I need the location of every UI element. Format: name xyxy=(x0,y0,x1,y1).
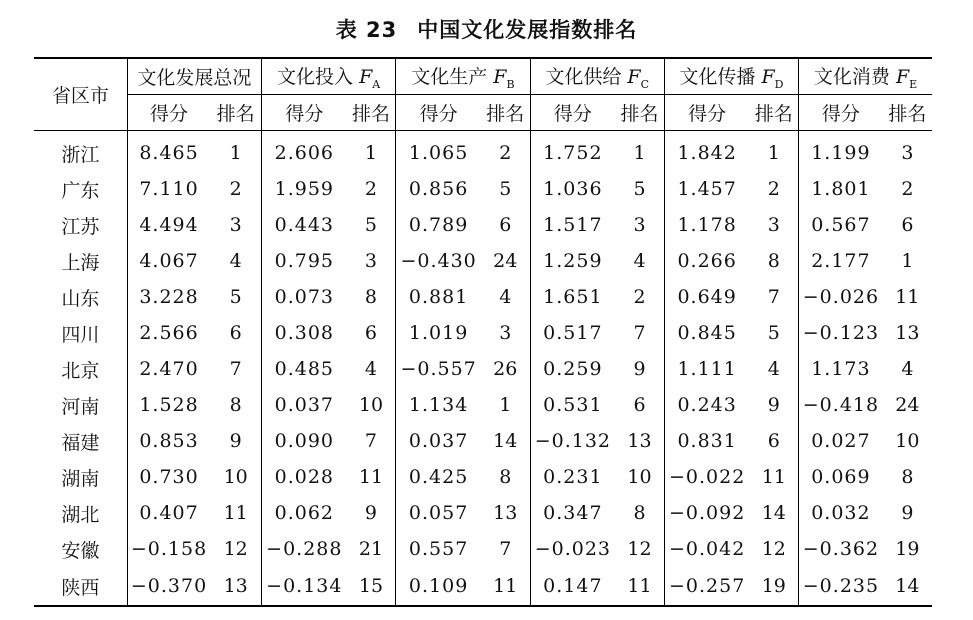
rank-cell: 5 xyxy=(749,315,798,351)
header-rank: 排名 xyxy=(210,95,261,131)
score-cell: 0.037 xyxy=(274,394,335,416)
score-cell: 0.557 xyxy=(408,538,469,560)
score-cell: 0.032 xyxy=(811,502,871,524)
header-group-label: 文化传播 xyxy=(679,66,756,89)
score-cell: 0.425 xyxy=(408,466,469,488)
table-row xyxy=(34,207,932,243)
score-cell: −0.042 xyxy=(668,538,746,560)
score-cell: 2.177 xyxy=(811,250,871,272)
rank-cell: 8 xyxy=(481,459,530,495)
rank-cell: 19 xyxy=(895,538,920,560)
score-cell: 0.443 xyxy=(274,214,335,236)
score-cell: −0.132 xyxy=(534,430,612,452)
score-cell: 0.531 xyxy=(543,394,603,416)
score-cell: 0.147 xyxy=(530,567,615,606)
rank-cell: 3 xyxy=(749,207,798,243)
rank-cell: 8 xyxy=(901,466,914,488)
province-cell: 江苏 xyxy=(34,207,127,243)
score-cell: 0.027 xyxy=(811,430,871,452)
score-cell: 8.465 xyxy=(139,142,199,164)
rank-cell: 11 xyxy=(481,567,530,606)
score-cell: 0.266 xyxy=(677,250,737,272)
header-group-variable: F xyxy=(627,66,641,89)
score-cell: 1.528 xyxy=(139,394,199,416)
table-row xyxy=(34,243,932,279)
score-cell: 0.308 xyxy=(274,322,335,344)
header-group-label: 文化消费 xyxy=(813,66,890,89)
province-cell: 湖北 xyxy=(34,495,127,531)
table-row xyxy=(34,131,932,172)
header-group-5 xyxy=(799,58,932,95)
header-group-subscript: B xyxy=(506,77,515,91)
rank-cell: 12 xyxy=(210,531,261,567)
score-cell: 0.243 xyxy=(677,394,737,416)
rank-cell: 6 xyxy=(749,423,798,459)
score-cell: 0.073 xyxy=(274,286,335,308)
rank-cell: 1 xyxy=(749,131,798,172)
rank-cell: 14 xyxy=(883,567,932,606)
rank-cell: 4 xyxy=(615,243,664,279)
province-cell: 陕西 xyxy=(34,567,127,606)
score-cell: 0.057 xyxy=(408,502,469,524)
rank-cell: 9 xyxy=(749,387,798,423)
score-cell: 3.228 xyxy=(139,286,199,308)
score-cell: −0.257 xyxy=(664,567,749,606)
rank-cell: 4 xyxy=(210,243,261,279)
score-cell: −0.134 xyxy=(261,567,346,606)
score-cell: 1.651 xyxy=(543,286,603,308)
header-rank: 排名 xyxy=(883,95,932,131)
header-rank: 排名 xyxy=(481,95,530,131)
score-cell: 4.067 xyxy=(139,250,199,272)
score-cell: 0.028 xyxy=(274,466,335,488)
header-group-3 xyxy=(530,58,664,95)
table-row xyxy=(34,459,932,495)
rank-cell: 6 xyxy=(347,315,396,351)
rank-cell: 5 xyxy=(481,171,530,207)
score-cell: −0.370 xyxy=(127,567,210,606)
rank-cell: 11 xyxy=(895,286,920,308)
score-cell: 2.470 xyxy=(139,358,199,380)
score-cell: 1.457 xyxy=(677,178,737,200)
rank-cell: 13 xyxy=(615,423,664,459)
rank-cell: 2 xyxy=(901,178,914,200)
header-group-variable: F xyxy=(761,66,775,89)
rank-cell: 10 xyxy=(895,430,920,452)
province-cell: 安徽 xyxy=(34,531,127,567)
header-group-label: 文化生产 xyxy=(411,66,488,89)
score-cell: 1.173 xyxy=(811,358,871,380)
rank-cell: 13 xyxy=(210,567,261,606)
score-cell: −0.023 xyxy=(534,538,612,560)
rank-cell: 21 xyxy=(347,531,396,567)
rank-cell: 1 xyxy=(347,131,396,172)
rank-cell: 4 xyxy=(749,351,798,387)
province-cell: 浙江 xyxy=(34,131,127,172)
rank-cell: 4 xyxy=(347,351,396,387)
header-score: 得分 xyxy=(799,95,883,131)
score-cell: −0.022 xyxy=(668,466,746,488)
rank-cell: 14 xyxy=(749,495,798,531)
header-group-label: 文化发展总况 xyxy=(137,67,252,89)
rank-cell: 13 xyxy=(481,495,530,531)
rank-cell: 6 xyxy=(615,387,664,423)
table-row xyxy=(34,387,932,423)
table-caption: 中国文化发展指数排名 xyxy=(417,18,638,42)
header-group-1 xyxy=(261,58,395,95)
rank-cell: 26 xyxy=(481,351,530,387)
score-cell: 1.178 xyxy=(677,214,737,236)
score-cell: 0.259 xyxy=(543,358,603,380)
score-cell: 0.795 xyxy=(274,250,335,272)
rank-cell: 6 xyxy=(481,207,530,243)
header-group-subscript: C xyxy=(640,77,649,91)
rank-cell: 5 xyxy=(210,279,261,315)
rank-cell: 1 xyxy=(615,131,664,172)
score-cell: 1.065 xyxy=(408,142,469,164)
rank-cell: 2 xyxy=(749,171,798,207)
score-cell: 0.517 xyxy=(543,322,603,344)
score-cell: −0.418 xyxy=(802,394,880,416)
score-cell: 2.566 xyxy=(139,322,199,344)
score-cell: 0.407 xyxy=(139,502,199,524)
score-cell: −0.235 xyxy=(799,567,883,606)
score-cell: 1.842 xyxy=(677,142,737,164)
score-cell: 0.231 xyxy=(543,466,603,488)
score-cell: 1.134 xyxy=(408,394,469,416)
rank-cell: 9 xyxy=(615,351,664,387)
score-cell: 1.111 xyxy=(677,358,737,380)
rank-cell: 3 xyxy=(901,142,914,164)
rank-cell: 10 xyxy=(347,387,396,423)
header-province: 省区市 xyxy=(34,58,127,131)
rank-cell: 8 xyxy=(347,279,396,315)
score-cell: 0.831 xyxy=(677,430,737,452)
header-rank: 排名 xyxy=(347,95,396,131)
rank-cell: 3 xyxy=(481,315,530,351)
rank-cell: 12 xyxy=(615,531,664,567)
score-cell: −0.362 xyxy=(802,538,880,560)
score-cell: 1.752 xyxy=(543,142,603,164)
score-cell: 1.199 xyxy=(811,142,871,164)
rank-cell: 11 xyxy=(615,567,664,606)
score-cell: 2.606 xyxy=(274,142,335,164)
score-cell: 0.090 xyxy=(274,430,335,452)
score-cell: 0.730 xyxy=(139,466,199,488)
score-cell: 1.019 xyxy=(408,322,469,344)
rank-cell: 7 xyxy=(749,279,798,315)
rank-cell: 3 xyxy=(615,207,664,243)
header-group-variable: F xyxy=(895,66,910,89)
ranking-table xyxy=(34,57,932,607)
score-cell: −0.092 xyxy=(668,502,746,524)
header-group-subscript: E xyxy=(909,77,918,91)
header-group-subscript: A xyxy=(372,77,381,91)
header-rank: 排名 xyxy=(749,95,798,131)
rank-cell: 2 xyxy=(210,171,261,207)
province-cell: 河南 xyxy=(34,387,127,423)
rank-cell: 15 xyxy=(347,567,396,606)
header-group-subscript: D xyxy=(774,77,784,91)
rank-cell: 2 xyxy=(481,131,530,172)
rank-cell: 6 xyxy=(901,214,914,236)
province-cell: 上海 xyxy=(34,243,127,279)
score-cell: 0.789 xyxy=(408,214,469,236)
province-cell: 广东 xyxy=(34,171,127,207)
header-rank: 排名 xyxy=(615,95,664,131)
rank-cell: 7 xyxy=(481,531,530,567)
score-cell: 7.110 xyxy=(139,178,199,200)
rank-cell: 4 xyxy=(901,358,914,380)
rank-cell: 6 xyxy=(210,315,261,351)
rank-cell: 11 xyxy=(749,459,798,495)
score-cell: 1.036 xyxy=(543,178,603,200)
rank-cell: 3 xyxy=(347,243,396,279)
table-row xyxy=(34,495,932,531)
score-cell: 1.517 xyxy=(543,214,603,236)
province-cell: 北京 xyxy=(34,351,127,387)
header-score: 得分 xyxy=(127,95,210,131)
rank-cell: 1 xyxy=(481,387,530,423)
score-cell: 0.649 xyxy=(677,286,737,308)
header-score: 得分 xyxy=(261,95,346,131)
table-number: 表 23 xyxy=(335,18,398,42)
rank-cell: 14 xyxy=(481,423,530,459)
score-cell: 0.881 xyxy=(408,286,469,308)
rank-cell: 7 xyxy=(210,351,261,387)
rank-cell: 19 xyxy=(749,567,798,606)
header-group-variable: F xyxy=(359,66,373,89)
score-cell: −0.430 xyxy=(400,250,477,272)
rank-cell: 9 xyxy=(347,495,396,531)
province-cell: 四川 xyxy=(34,315,127,351)
rank-cell: 11 xyxy=(347,459,396,495)
header-group-variable: F xyxy=(493,66,507,89)
province-cell: 福建 xyxy=(34,423,127,459)
rank-cell: 24 xyxy=(895,394,920,416)
rank-cell: 9 xyxy=(901,502,914,524)
rank-cell: 7 xyxy=(615,315,664,351)
score-cell: 0.485 xyxy=(274,358,335,380)
table-row xyxy=(34,279,932,315)
score-cell: 1.259 xyxy=(543,250,603,272)
province-cell: 湖南 xyxy=(34,459,127,495)
score-cell: 1.801 xyxy=(811,178,871,200)
score-cell: 0.567 xyxy=(811,214,871,236)
score-cell: 1.959 xyxy=(274,178,335,200)
score-cell: 4.494 xyxy=(139,214,199,236)
score-cell: 0.109 xyxy=(396,567,481,606)
score-cell: −0.158 xyxy=(130,538,208,560)
rank-cell: 1 xyxy=(210,131,261,172)
table-row xyxy=(34,423,932,459)
rank-cell: 5 xyxy=(615,171,664,207)
header-group-label: 文化供给 xyxy=(545,66,622,89)
table-title xyxy=(0,14,973,44)
rank-cell: 1 xyxy=(901,250,914,272)
rank-cell: 2 xyxy=(347,171,396,207)
score-cell: −0.288 xyxy=(266,538,343,560)
score-cell: −0.026 xyxy=(802,286,880,308)
header-group-label: 文化投入 xyxy=(277,66,354,89)
rank-cell: 9 xyxy=(210,423,261,459)
table-row xyxy=(34,567,932,606)
rank-cell: 12 xyxy=(749,531,798,567)
table-row xyxy=(34,531,932,567)
rank-cell: 10 xyxy=(210,459,261,495)
score-cell: 0.856 xyxy=(408,178,469,200)
rank-cell: 3 xyxy=(210,207,261,243)
header-score: 得分 xyxy=(530,95,615,131)
rank-cell: 7 xyxy=(347,423,396,459)
header-score: 得分 xyxy=(664,95,749,131)
table-row xyxy=(34,171,932,207)
score-cell: 0.853 xyxy=(139,430,199,452)
rank-cell: 10 xyxy=(615,459,664,495)
rank-cell: 8 xyxy=(210,387,261,423)
score-cell: 0.845 xyxy=(677,322,737,344)
rank-cell: 5 xyxy=(347,207,396,243)
table-row xyxy=(34,315,932,351)
header-group-4 xyxy=(664,58,798,95)
header-score: 得分 xyxy=(396,95,481,131)
rank-cell: 4 xyxy=(481,279,530,315)
score-cell: −0.123 xyxy=(802,322,880,344)
header-group-0 xyxy=(127,58,261,95)
score-cell: −0.557 xyxy=(400,358,477,380)
rank-cell: 13 xyxy=(895,322,920,344)
rank-cell: 2 xyxy=(615,279,664,315)
rank-cell: 8 xyxy=(615,495,664,531)
table-row xyxy=(34,351,932,387)
rank-cell: 8 xyxy=(749,243,798,279)
score-cell: 0.347 xyxy=(543,502,603,524)
score-cell: 0.069 xyxy=(811,466,871,488)
rank-cell: 24 xyxy=(481,243,530,279)
rank-cell: 11 xyxy=(210,495,261,531)
province-cell: 山东 xyxy=(34,279,127,315)
score-cell: 0.037 xyxy=(408,430,469,452)
score-cell: 0.062 xyxy=(274,502,335,524)
header-group-2 xyxy=(396,58,530,95)
